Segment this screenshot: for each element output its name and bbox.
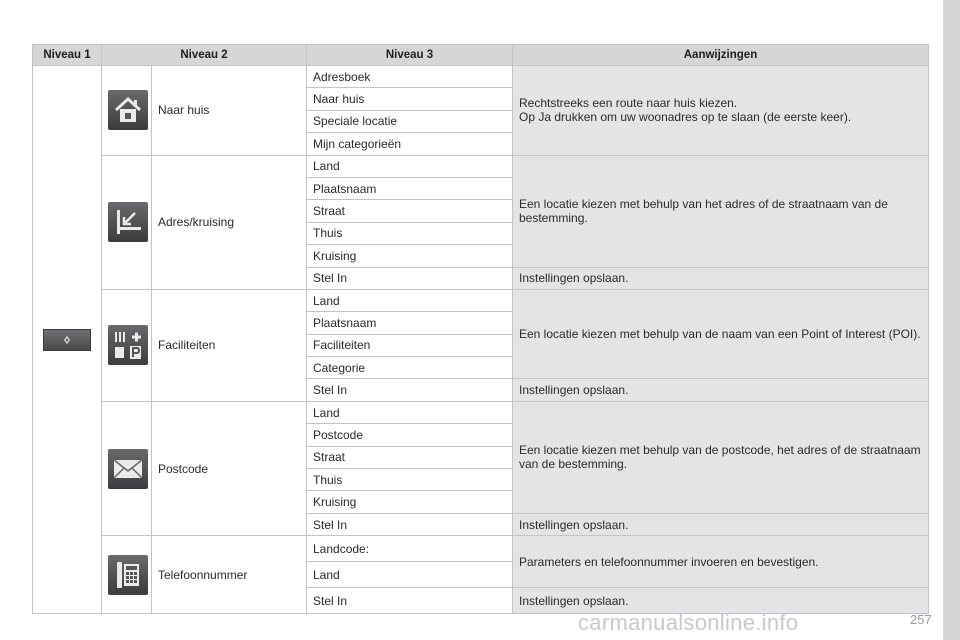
naar-huis-icon-cell bbox=[102, 66, 152, 156]
adres-item-land: Land bbox=[307, 155, 513, 177]
faciliteiten-item-plaatsnaam: Plaatsnaam bbox=[307, 312, 513, 334]
adres-item-kruising: Kruising bbox=[307, 245, 513, 267]
header-niveau-1: Niveau 1 bbox=[33, 45, 102, 66]
table-row bbox=[33, 536, 929, 562]
facilities-icon bbox=[108, 325, 148, 365]
adres-item-straat: Straat bbox=[307, 200, 513, 222]
phone-icon bbox=[108, 555, 148, 595]
table-row bbox=[33, 66, 929, 88]
postcode-item-stel-in: Stel In bbox=[307, 513, 513, 535]
faciliteiten-description: Een locatie kiezen met behulp van de naam van een Point of Interest (POI). bbox=[513, 289, 929, 379]
navigation-menu-icon bbox=[43, 329, 91, 351]
telefoon-item-landcode: Landcode: bbox=[307, 536, 513, 562]
naar-huis-item-speciale-locatie: Speciale locatie bbox=[307, 110, 513, 132]
navigation-menu-table bbox=[32, 44, 929, 614]
level1-cell bbox=[33, 66, 102, 614]
adres-description: Een locatie kiezen met behulp van het adres of de straatnaam van de bestemming. bbox=[513, 155, 929, 267]
faciliteiten-item-land: Land bbox=[307, 289, 513, 311]
postcode-description: Een locatie kiezen met behulp van de postcode, het adres of de straatnaam van de bestemming. bbox=[513, 401, 929, 513]
postcode-item-thuis: Thuis bbox=[307, 469, 513, 491]
adres-item-stel-in: Stel In bbox=[307, 267, 513, 289]
telefoon-label: Telefoonnummer bbox=[152, 536, 307, 614]
faciliteiten-item-stel-in: Stel In bbox=[307, 379, 513, 401]
table-row bbox=[33, 289, 929, 311]
naar-huis-label: Naar huis bbox=[152, 66, 307, 156]
faciliteiten-item-categorie: Categorie bbox=[307, 357, 513, 379]
table-row bbox=[33, 401, 929, 423]
house-icon bbox=[108, 90, 148, 130]
telefoon-icon-cell bbox=[102, 536, 152, 614]
naar-huis-description bbox=[513, 66, 929, 156]
adres-stel-in-description: Instellingen opslaan. bbox=[513, 267, 929, 289]
postcode-item-kruising: Kruising bbox=[307, 491, 513, 513]
watermark: carmanualsonline.info bbox=[578, 610, 799, 635]
address-crossing-icon bbox=[108, 202, 148, 242]
postcode-item-land: Land bbox=[307, 401, 513, 423]
telefoon-item-land: Land bbox=[307, 562, 513, 588]
table-header-row bbox=[33, 45, 929, 66]
postcode-item-straat: Straat bbox=[307, 446, 513, 468]
page-number: 257 bbox=[910, 612, 932, 627]
postcode-icon-cell bbox=[102, 401, 152, 535]
adres-icon-cell bbox=[102, 155, 152, 289]
naar-huis-item-adresboek: Adresboek bbox=[307, 66, 513, 88]
adres-item-thuis: Thuis bbox=[307, 222, 513, 244]
header-niveau-2: Niveau 2 bbox=[102, 45, 307, 66]
faciliteiten-icon-cell bbox=[102, 289, 152, 401]
naar-huis-item-naar-huis: Naar huis bbox=[307, 88, 513, 110]
envelope-icon bbox=[108, 449, 148, 489]
faciliteiten-stel-in-description: Instellingen opslaan. bbox=[513, 379, 929, 401]
postcode-stel-in-description: Instellingen opslaan. bbox=[513, 513, 929, 535]
telefoon-description: Parameters en telefoonnummer invoeren en bevestigen. bbox=[513, 536, 929, 588]
telefoon-stel-in-description: Instellingen opslaan. bbox=[513, 588, 929, 614]
postcode-item-postcode: Postcode bbox=[307, 424, 513, 446]
telefoon-item-stel-in: Stel In bbox=[307, 588, 513, 614]
naar-huis-desc-line2: Op Ja drukken om uw woonadres op te slaan (de eerste keer). bbox=[519, 110, 852, 125]
faciliteiten-item-faciliteiten: Faciliteiten bbox=[307, 334, 513, 356]
faciliteiten-label: Faciliteiten bbox=[152, 289, 307, 401]
naar-huis-item-mijn-categorieen: Mijn categorieën bbox=[307, 133, 513, 155]
header-niveau-3: Niveau 3 bbox=[307, 45, 513, 66]
header-aanwijzingen: Aanwijzingen bbox=[513, 45, 929, 66]
naar-huis-desc-line1: Rechtstreeks een route naar huis kiezen. bbox=[519, 96, 738, 111]
table-row bbox=[33, 155, 929, 177]
postcode-label: Postcode bbox=[152, 401, 307, 535]
adres-label: Adres/kruising bbox=[152, 155, 307, 289]
page-side-bar bbox=[943, 0, 960, 640]
adres-item-plaatsnaam: Plaatsnaam bbox=[307, 177, 513, 199]
